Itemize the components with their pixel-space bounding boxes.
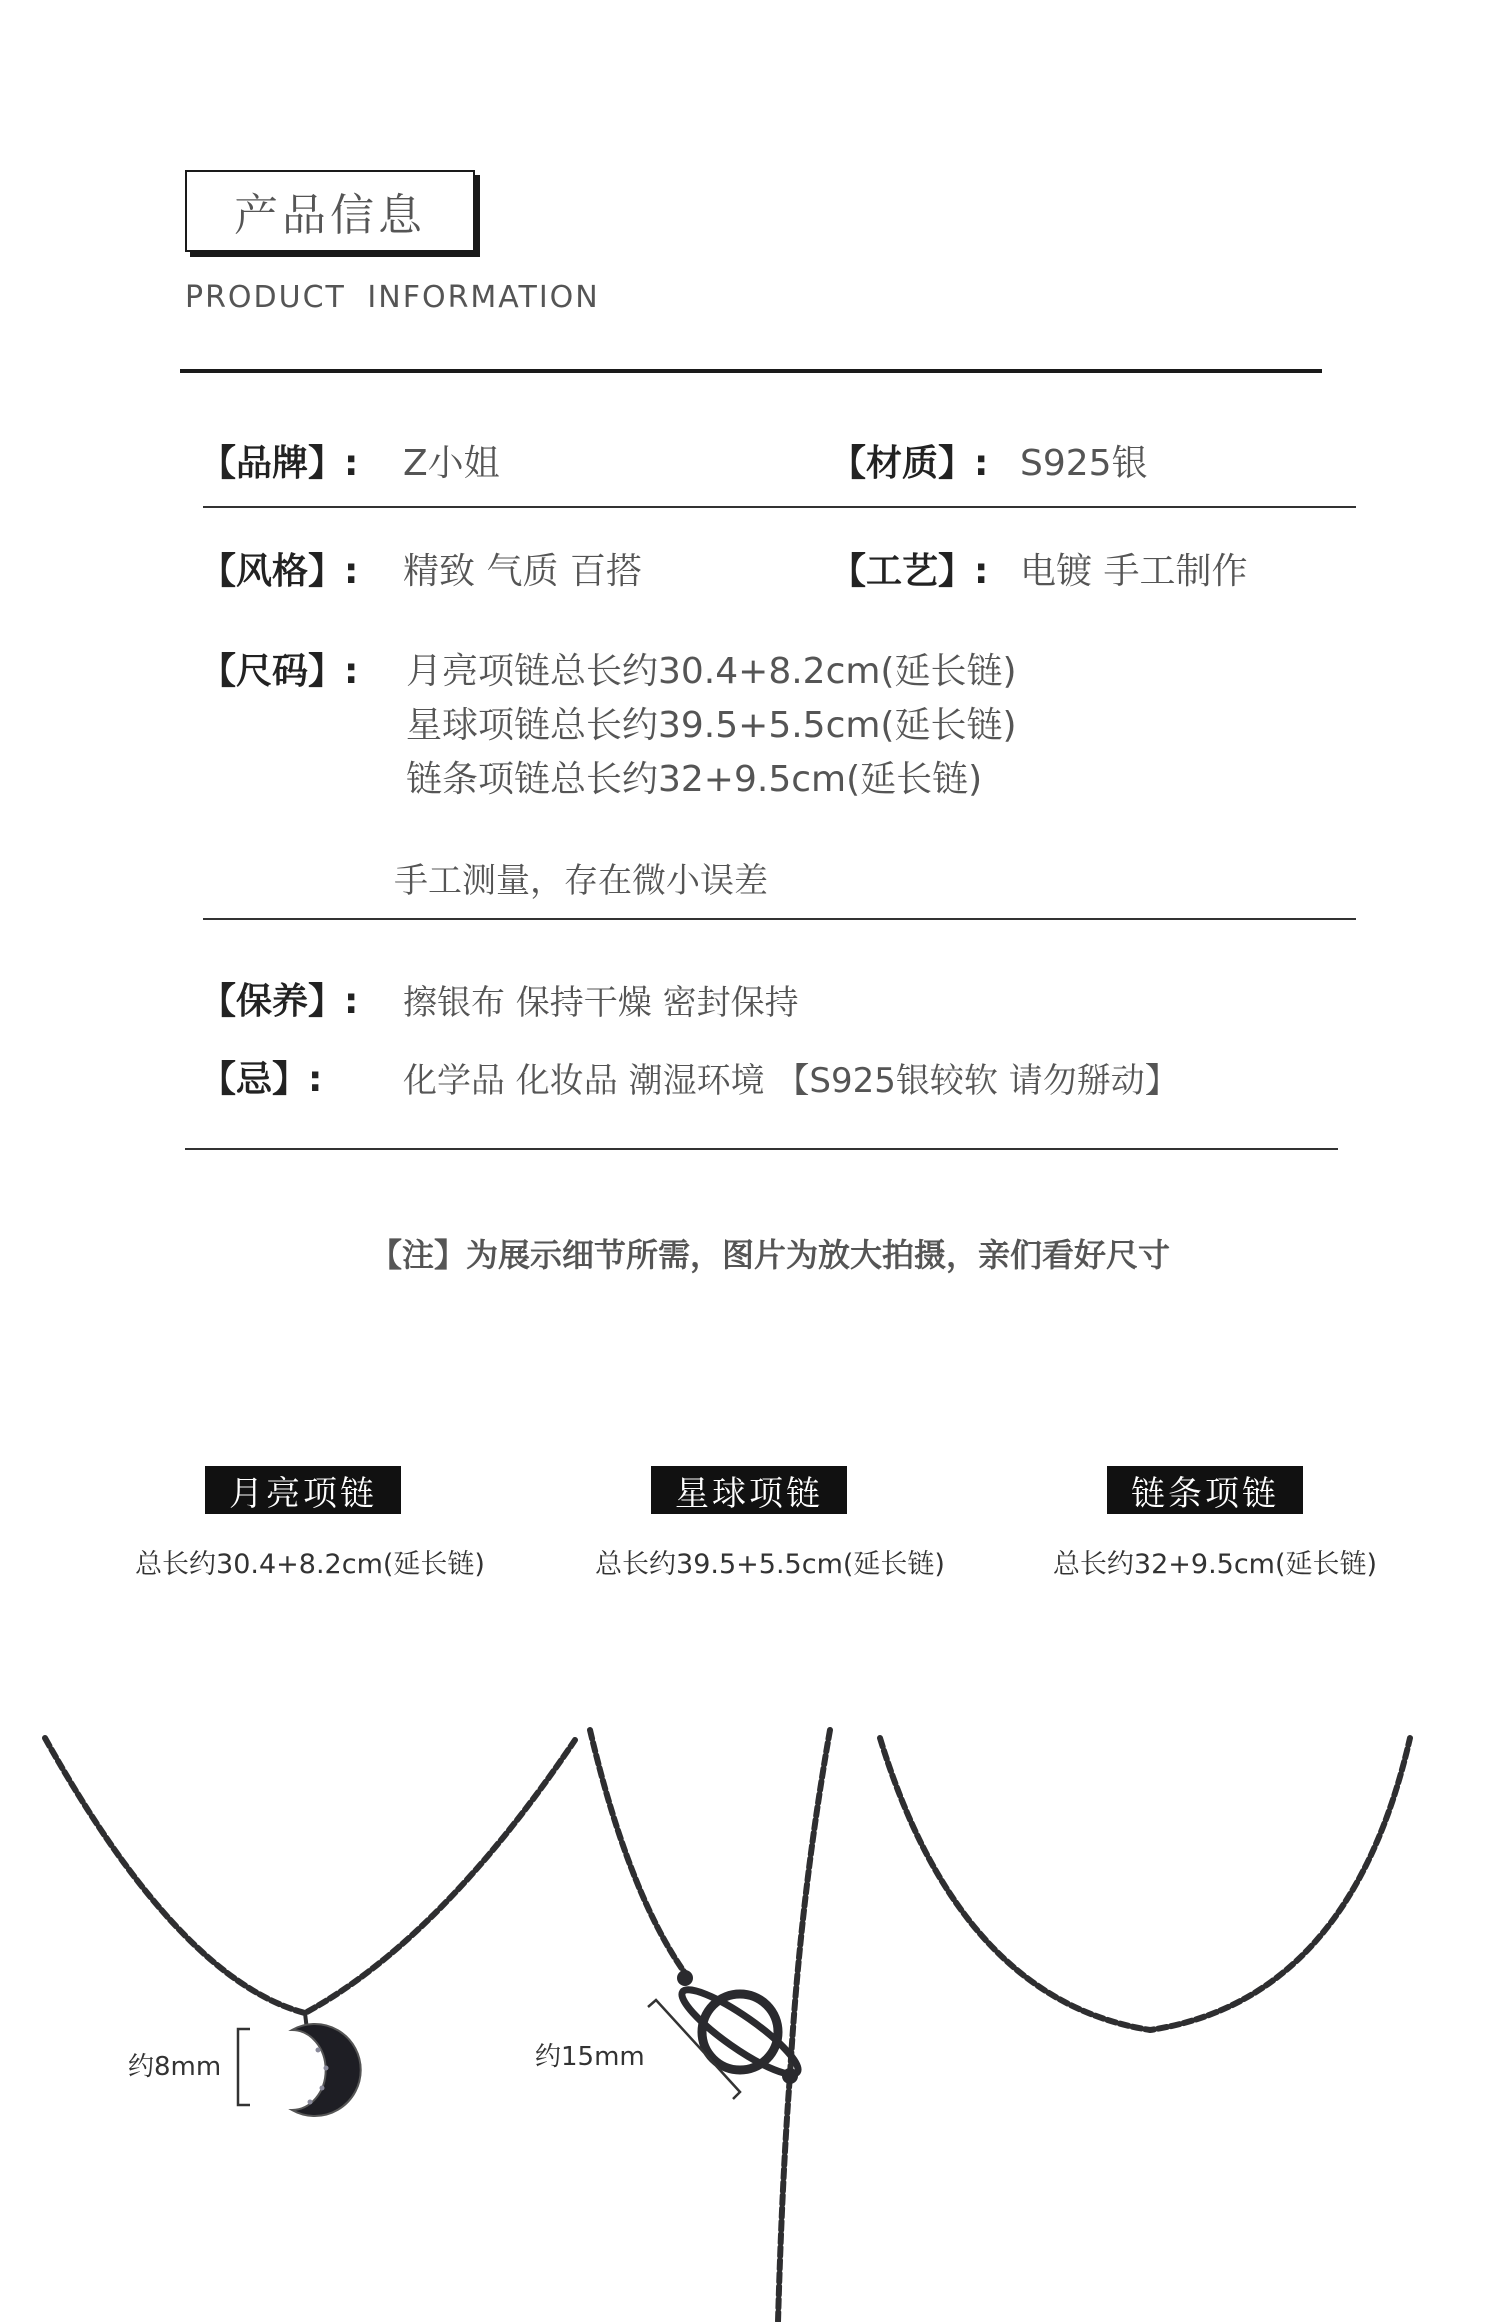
craft-value: 电镀 手工制作 <box>1020 551 1248 592</box>
planet-pendant-icon <box>673 1970 806 2085</box>
style-key: 【风格】: <box>200 551 359 592</box>
measure-note: 手工测量，存在微小误差 <box>394 861 768 901</box>
brand-value: Z小姐 <box>403 443 500 484</box>
avoid-value: 化学品 化妆品 潮湿环境 【S925银较软 请勿掰动】 <box>403 1061 1179 1101</box>
material-value: S925银 <box>1020 443 1148 484</box>
size-line-chain: 链条项链总长约32+9.5cm(延长链) <box>406 759 983 800</box>
section-subtitle: PRODUCT INFORMATION <box>185 280 600 315</box>
avoid-key: 【忌】: <box>200 1059 323 1100</box>
brand-key: 【品牌】: <box>200 443 359 484</box>
planet-necklace-chain <box>590 1730 690 1980</box>
tag-chain-label: 链条项链 <box>1131 1473 1279 1514</box>
plain-chain-necklace <box>880 1738 1410 2030</box>
length-chain: 总长约32+9.5cm(延长链) <box>1052 1549 1378 1580</box>
tag-moon-necklace <box>205 1466 401 1514</box>
length-planet: 总长约39.5+5.5cm(延长链) <box>595 1549 945 1580</box>
style-value: 精致 气质 百搭 <box>403 551 642 592</box>
tag-moon-label: 月亮项链 <box>229 1473 377 1514</box>
header-divider <box>180 369 1322 373</box>
row-divider <box>203 506 1356 508</box>
size-line-moon: 月亮项链总长约30.4+8.2cm(延长链) <box>406 651 1017 692</box>
tag-chain-necklace <box>1107 1466 1303 1514</box>
care-value: 擦银布 保持干燥 密封保持 <box>403 983 799 1023</box>
tag-planet-necklace <box>651 1466 847 1514</box>
moon-necklace-chain <box>45 1738 575 2013</box>
section-title: 产品信息 <box>234 190 426 241</box>
moon-dimension-label: 约8mm <box>128 2052 222 2082</box>
necklace-photos <box>0 1700 1500 2322</box>
moon-size-bracket <box>238 2029 250 2105</box>
length-moon: 总长约30.4+8.2cm(延长链) <box>135 1549 485 1580</box>
row-divider <box>185 1148 1338 1150</box>
photo-notice: 【注】为展示细节所需，图片为放大拍摄，亲们看好尺寸 <box>370 1236 1171 1274</box>
craft-key: 【工艺】: <box>830 551 989 592</box>
care-key: 【保养】: <box>200 981 359 1022</box>
tag-planet-label: 星球项链 <box>675 1473 823 1514</box>
section-title-box <box>185 170 475 252</box>
row-divider <box>203 918 1356 920</box>
size-line-planet: 星球项链总长约39.5+5.5cm(延长链) <box>406 705 1017 746</box>
planet-dimension-label: 约15mm <box>535 2042 645 2072</box>
material-key: 【材质】: <box>830 443 989 484</box>
size-key: 【尺码】: <box>200 651 359 692</box>
